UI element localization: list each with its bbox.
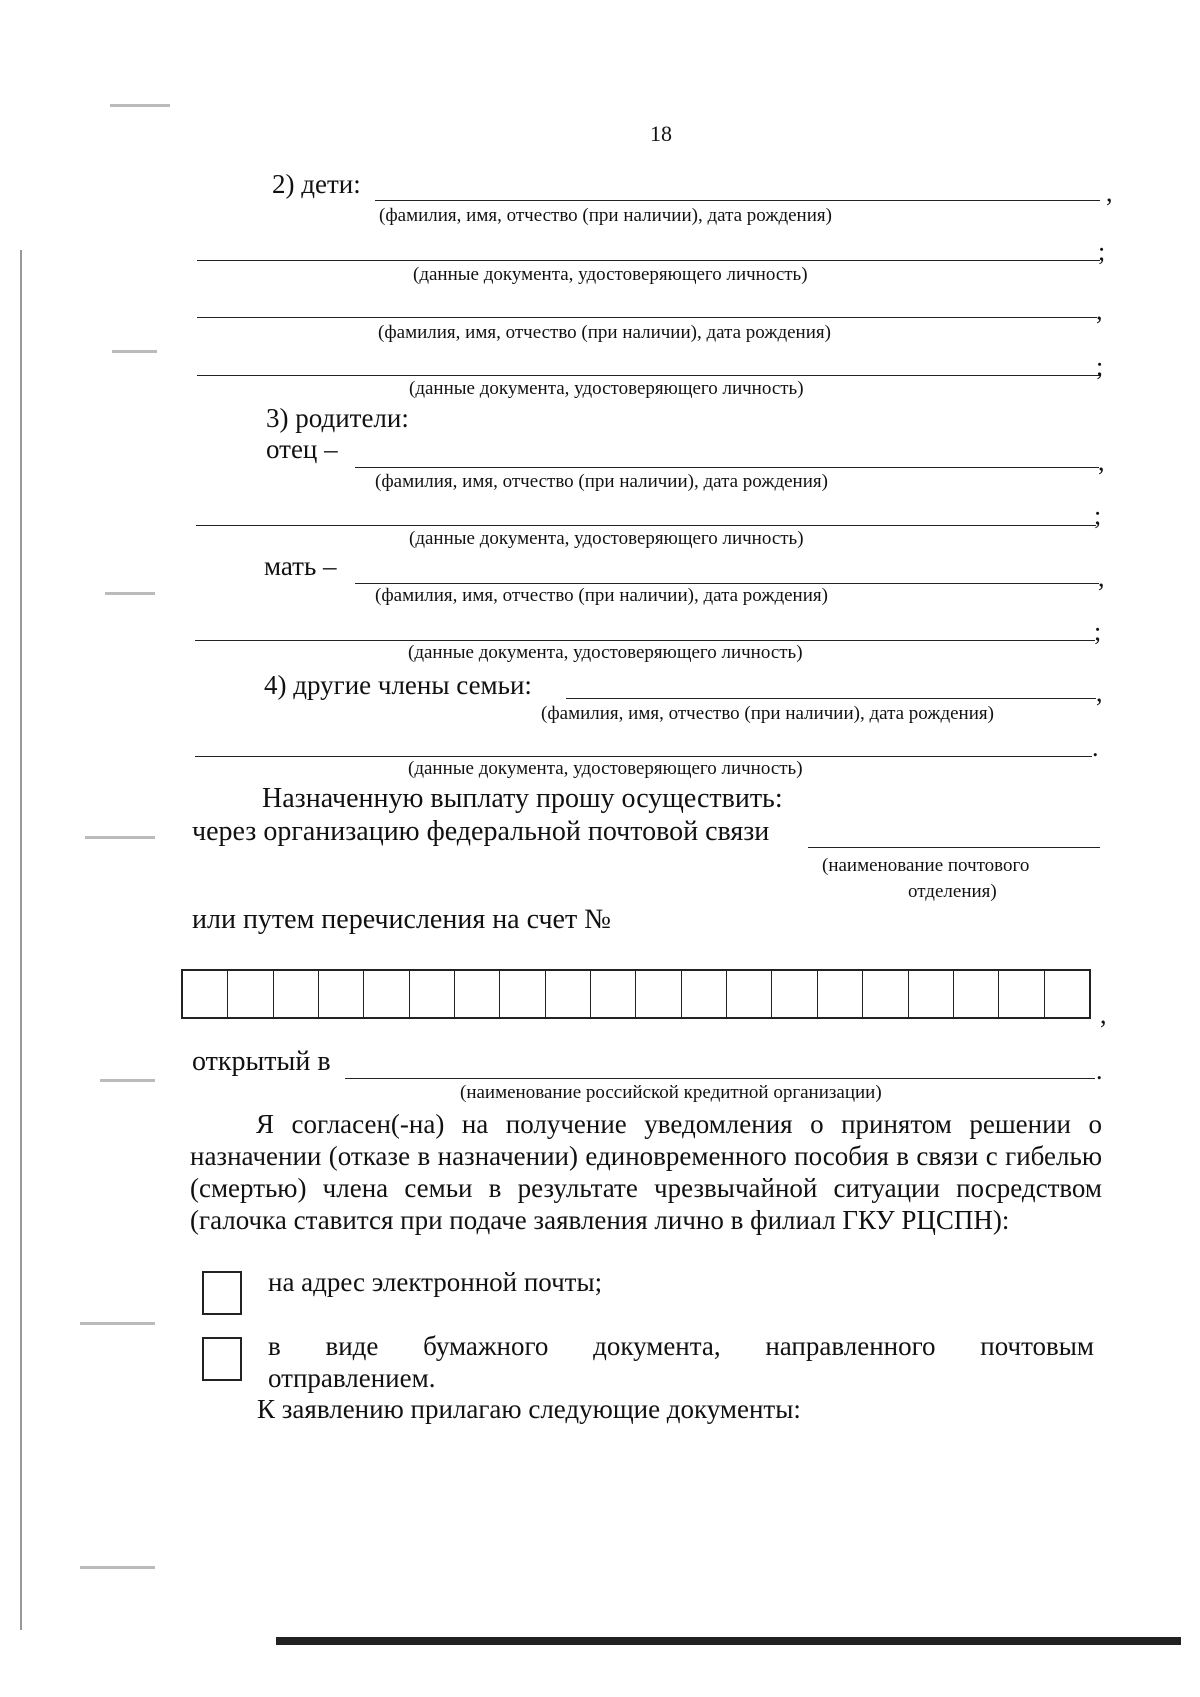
children-name-hint-2: (фамилия, имя, отчество (при наличии), дата рождения) (378, 322, 831, 343)
mother-name-line (355, 583, 1099, 584)
scan-left-edge (20, 250, 22, 1630)
father-name-hint: (фамилия, имя, отчество (при наличии), дата рождения) (375, 471, 828, 492)
mother-doc-hint: (данные документа, удостоверяющего личность) (408, 642, 803, 663)
account-digit-box[interactable] (183, 971, 228, 1017)
mother-label: мать – (264, 551, 337, 581)
account-digit-box[interactable] (863, 971, 908, 1017)
scan-mark (100, 1079, 155, 1082)
mother-name-hint: (фамилия, имя, отчество (при наличии), дата рождения) (375, 585, 828, 606)
account-digit-box[interactable] (682, 971, 727, 1017)
bank-name-line (345, 1078, 1095, 1079)
comma: , (1098, 563, 1105, 592)
account-digit-box[interactable] (727, 971, 772, 1017)
semicolon: ; (1096, 352, 1104, 381)
account-digit-box[interactable] (1045, 971, 1089, 1017)
scan-mark (85, 836, 155, 839)
scan-mark (112, 350, 157, 353)
account-digit-box[interactable] (410, 971, 455, 1017)
other-name-line (566, 698, 1096, 699)
parents-label: 3) родители: (266, 403, 409, 433)
period: . (1096, 1056, 1103, 1085)
comma: , (1098, 447, 1105, 476)
account-digit-box[interactable] (954, 971, 999, 1017)
scan-mark (80, 1322, 155, 1325)
mother-doc-line (195, 640, 1095, 641)
other-name-hint: (фамилия, имя, отчество (при наличии), дата рождения) (541, 703, 994, 724)
account-digit-box[interactable] (319, 971, 364, 1017)
account-label: или путем перечисления на счет № (192, 904, 611, 935)
opened-label: открытый в (192, 1046, 331, 1077)
payment-intro: Назначенную выплату прошу осуществить: (262, 783, 783, 814)
scan-mark (80, 1566, 155, 1569)
scan-bottom-bar (276, 1637, 1181, 1645)
father-name-line (355, 467, 1099, 468)
account-digit-box[interactable] (909, 971, 954, 1017)
paper-checkbox[interactable] (202, 1337, 242, 1381)
children-doc-line-2 (197, 375, 1100, 376)
bank-name-hint: (наименование российской кредитной организации) (460, 1082, 882, 1103)
account-digit-box[interactable] (364, 971, 409, 1017)
account-digit-box[interactable] (274, 971, 319, 1017)
children-doc-hint-1: (данные документа, удостоверяющего личность) (413, 264, 808, 285)
comma: , (1106, 178, 1113, 207)
children-name-line-2 (197, 317, 1097, 318)
email-option-label: на адрес электронной почты; (268, 1267, 603, 1297)
account-number-boxes[interactable] (181, 969, 1091, 1019)
email-checkbox[interactable] (202, 1271, 242, 1315)
comma: , (1096, 678, 1103, 707)
account-digit-box[interactable] (999, 971, 1044, 1017)
children-label: 2) дети: (272, 169, 361, 199)
post-label: через организацию федеральной почтовой связи (192, 816, 770, 847)
semicolon: ; (1094, 617, 1102, 646)
post-office-line (808, 847, 1100, 848)
paper-option-label: в виде бумажного документа, направленного почтовым отправлением. (268, 1331, 1094, 1393)
children-name-hint-1: (фамилия, имя, отчество (при наличии), дата рождения) (379, 205, 832, 226)
account-digit-box[interactable] (818, 971, 863, 1017)
other-doc-line (195, 756, 1092, 757)
semicolon: ; (1098, 237, 1106, 266)
period: . (1092, 733, 1099, 762)
consent-paragraph: Я согласен(-на) на получение уведомления о принятом решении о назначении (отказе в назначении) единовременного пособия в связи с гибелью (смертью) члена семьи в результате чрезвычайной ситуации посредством (галочка ставится при подаче заявления лично в филиал ГКУ РЦСПН): (190, 1109, 1102, 1235)
page-number: 18 (650, 121, 672, 146)
account-digit-box[interactable] (455, 971, 500, 1017)
children-doc-hint-2: (данные документа, удостоверяющего личность) (409, 378, 804, 399)
father-doc-hint: (данные документа, удостоверяющего личность) (409, 528, 804, 549)
father-label: отец – (266, 434, 338, 464)
scan-mark (110, 104, 170, 107)
scan-mark (105, 592, 155, 595)
account-digit-box[interactable] (500, 971, 545, 1017)
attachments-label: К заявлению прилагаю следующие документы: (257, 1394, 801, 1424)
post-office-hint-2: отделения) (908, 881, 997, 902)
father-doc-line (196, 525, 1096, 526)
children-name-line-1 (375, 200, 1100, 201)
account-digit-box[interactable] (636, 971, 681, 1017)
comma: , (1096, 296, 1103, 325)
account-digit-box[interactable] (591, 971, 636, 1017)
children-doc-line-1 (197, 260, 1100, 261)
account-digit-box[interactable] (546, 971, 591, 1017)
account-digit-box[interactable] (772, 971, 817, 1017)
post-office-hint-1: (наименование почтового (822, 855, 1030, 876)
comma: , (1100, 1000, 1107, 1029)
account-digit-box[interactable] (228, 971, 273, 1017)
other-label: 4) другие члены семьи: (264, 670, 532, 700)
semicolon: ; (1094, 501, 1102, 530)
other-doc-hint: (данные документа, удостоверяющего личность) (408, 758, 803, 779)
